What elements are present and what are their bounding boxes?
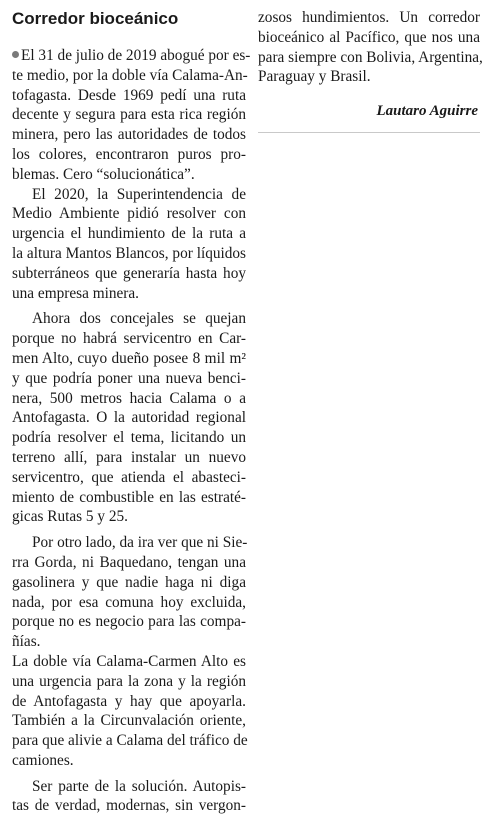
text-line: blemas. Cero “solucionática”. <box>12 165 195 183</box>
text-line: ñías. <box>12 633 41 651</box>
text-line: y que podría poner una nueva benci- <box>12 369 246 387</box>
text-line-content: El 31 de julio de 2019 abogué por es- <box>21 47 251 64</box>
text-line: Ahora dos concejales se quejan <box>32 310 246 328</box>
divider <box>258 132 480 133</box>
text-line: una urgencia para la zona y la región <box>12 672 246 690</box>
paragraph <box>12 185 246 304</box>
text-line: decente y segura para esta rica región <box>12 106 246 124</box>
text-line: Antofagasta. O la autoridad regional <box>12 409 246 427</box>
paragraph <box>12 309 246 527</box>
text-line: gasolinera y que nadie haga ni diga <box>12 573 246 591</box>
text-line: miento de combustible en las estraté- <box>12 488 246 506</box>
text-line: Medio Ambiente pidió resolver con <box>12 205 246 223</box>
text-line: minera, pero las autoridades de todos <box>12 126 246 144</box>
text-line: una empresa minera. <box>12 284 139 302</box>
text-line: bioceánico al Pacífico, que nos una <box>258 28 480 46</box>
text-line: porque no es negocio para las compa- <box>12 613 246 631</box>
text-line: para siempre con Bolivia, Argentina, <box>258 48 483 66</box>
text-line: tas de verdad, modernas, sin vergon- <box>12 797 246 815</box>
paragraph <box>12 46 251 185</box>
left-column <box>12 8 251 816</box>
text-line: subterráneos que generaría hasta hoy <box>12 264 246 282</box>
text-line: Ser parte de la solución. Autopis- <box>32 777 246 795</box>
text-line: podría resolver el tema, licitando un <box>12 429 246 447</box>
text-line: zosos hundimientos. Un corredor <box>258 9 480 26</box>
text-line: servicentro, que atienda el abasteci- <box>12 468 246 486</box>
text-line: para que alivie a Calama del tráfico de <box>12 732 248 750</box>
text-line: porque no habrá servicentro en Car- <box>12 330 246 348</box>
text-line: gicas Rutas 5 y 25. <box>12 508 128 526</box>
text-line: urgencia el hundimiento de la ruta a <box>12 225 246 243</box>
text-line: rra Gorda, ni Baquedano, tengan una <box>12 553 246 571</box>
text-line: de Antofagasta y hay que apoyarla. <box>12 692 246 710</box>
text-line: Por otro lado, da ira ver que ni Sie- <box>32 534 248 552</box>
text-line: terreno allí, para instalar un nuevo <box>12 448 246 466</box>
paragraph <box>12 533 246 771</box>
text-line: tofagasta. Desde 1969 pedí una ruta <box>12 86 246 104</box>
text-line: nera, 500 metros hacia Calama o a <box>12 389 246 407</box>
text-line: Paraguay y Brasil. <box>258 68 371 86</box>
paragraph <box>258 8 483 87</box>
right-column <box>258 8 483 133</box>
text-line <box>12 46 251 66</box>
text-line: los colores, encontraron puros pro- <box>12 145 246 163</box>
text-line: También a la Circunvalación oriente, <box>12 712 246 730</box>
text-line: te medio, por la doble vía Calama-An- <box>12 66 248 84</box>
text-line: men Alto, cuyo dueño posee 8 mil m² <box>12 349 246 367</box>
text-line: camiones. <box>12 751 74 769</box>
text-line: La doble vía Calama-Carmen Alto es <box>12 652 246 670</box>
article-title: Corredor bioceánico <box>12 9 179 28</box>
author-signature: Lautaro Aguirre <box>376 103 478 120</box>
bullet-icon <box>12 51 19 58</box>
text-line: El 2020, la Superintendencia de <box>32 185 246 203</box>
paragraph <box>12 777 246 816</box>
text-line: nada, por esa comuna hoy excluida, <box>12 593 246 611</box>
text-line: la altura Mantos Blancos, por líquidos <box>12 244 246 262</box>
